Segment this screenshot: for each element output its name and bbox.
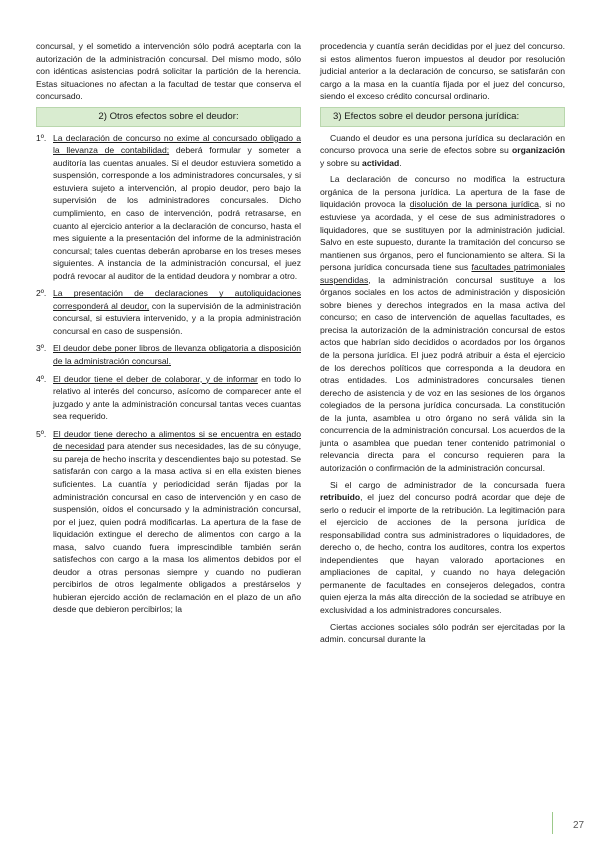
paragraph-estructura-organica — [320, 173, 565, 474]
item-text: con la supervisión de la administración concursal, si estuviera intervenido, y a la propia administración concursal en caso de suspensión. — [53, 300, 301, 336]
text-run: . — [399, 157, 402, 168]
underlined-phrase: facultades patrimoniales suspendidas — [320, 262, 565, 285]
text-run: , si no estuviese ya acordada, y el cese de sus administradores o liquidadores, que se sustituyen por la administración judicial. Salvo en este supuesto, durante la tramitación del concurso se mantienen sus órganos, pero el funcionamiento se altera. Si la persona jurídica concursada tiene sus — [320, 199, 565, 273]
list-text — [53, 287, 301, 337]
list-text — [53, 428, 301, 616]
paragraph-retribucion — [320, 479, 565, 617]
bold-term: retribuido — [320, 492, 361, 503]
text-run: , la administración concursal sustituye a los órganos sociales en los actos de administración y disposición sobre bienes y derechos integrados en la masa activa del concurso; en caso de intervención de aquellas facultades, es precisa la autorización de la administración concursal de estos actos que habrían sido decididos o acordados por los órganos de la persona jurídica. El juez podrá atribuir a ésta el ejercicio de los derechos políticos que corresponda a la deudora en otras entidades. Los administradores concursales tienen derecho de asistencia y de voz en las sesiones de los órganos colegiados de la persona jurídica concursada. La constitución de la junta, asamblea u otro órgano no será válida sin la concurrencia de la administración concursal. Los acuerdos de la junta o asamblea que puedan tener contenido patrimonial o relevancia directa para el concurso requieren para la autorización o confirmación de la administración concursal. — [320, 274, 565, 473]
underlined-phrase: disolución de la persona jurídica — [409, 199, 539, 210]
item-text: en todo lo relativo al interés del concurso, asícomo de comparecer ante el juzgado y ante la administración concursal tantas veces cuantas sea requerido. — [53, 373, 301, 422]
continuation-paragraph: procedencia y cuantía serán decididas por el juez del concurso. si estos alimentos fueron impuestos al deudor por resolución judicial anterior a la declaración de concurso, se satisfarán con cargo a la masa en la cuantía fijada por el juez del concurso, siendo el exceso crédito concursal ordinario. — [320, 41, 565, 102]
text-run: y sobre su — [320, 157, 363, 168]
list-number: 5º. — [36, 428, 47, 439]
list-number: 4º. — [36, 373, 47, 384]
right-column — [320, 40, 565, 650]
list-item-3 — [36, 342, 301, 367]
text-run: Si el cargo de administrador de la concursada fuera — [330, 479, 565, 490]
list-text — [53, 342, 301, 367]
paragraph-organizacion — [320, 132, 565, 170]
list-item-5 — [36, 428, 301, 616]
list-item-1 — [36, 132, 301, 283]
left-column — [36, 40, 301, 621]
list-item-2 — [36, 287, 301, 337]
footer-divider — [552, 812, 553, 834]
list-item-4 — [36, 373, 301, 423]
underlined-phrase: El deudor tiene el deber de colaborar, y de informar — [53, 373, 258, 384]
intro-paragraph: concursal, y el sometido a intervención sólo podrá aceptarla con la autorización de la administración concursal. Del mismo modo, sólo con idénticas asistencias podrá solicitar la partición de la herencia. Estas situaciones no afectan a la facultad de testar que conserva el concursado. — [36, 41, 301, 102]
underlined-phrase: La declaración de concurso no exime al concursado obligado a la llevanza de contabilidad; — [53, 132, 301, 156]
section-heading-otros-efectos: 2) Otros efectos sobre el deudor: — [36, 107, 301, 127]
bold-term: actividad — [362, 157, 400, 168]
list-text — [53, 373, 301, 423]
list-text — [53, 132, 301, 283]
text-run: , el juez del concurso podrá acordar que deje de serlo o reducir el importe de la retribución. La legitimación para el ejercicio de acciones de la persona jurídica de responsabilidad contra sus administradores o liquidadores, de derecho o, de hecho, contra los auditores, contra los expertos independientes que hayan valorado aportaciones en ampliaciones de capital, y cuando no haya delegación permanente de facultades en consejeros delegados, contra quien ejerza la más alta dirección de la sociedad se atribuye en exclusividad a los administradores concursales. — [320, 492, 565, 615]
list-number: 2º. — [36, 288, 47, 299]
text-run: La declaración de concurso no modifica la estructura orgánica de la persona jurídica. La apertura de la fase de liquidación provoca la — [320, 174, 565, 210]
text-run: Cuando el deudor es una persona jurídica su declaración en concurso provoca una serie de efectos sobre su — [320, 132, 565, 156]
underlined-phrase: El deudor debe poner libros de llevanza obligatoria a disposición de la administración concursal. — [53, 343, 301, 367]
item-text: deberá formular y someter a auditoría las cuentas anuales. Si el deudor estuviera sometido a suspensión, corresponde a los administradores concursales, y si estuviera sujeto a intervención, al propio deudor, pero bajo la supervisión de los administradores concursales. Dicho cumplimiento, en caso de intervención, podrá retrasarse, en cuanto al ejercicio anterior a la declaración de concurso, hasta el mes siguiente a la presentación del informe de la administración concursal; tales cuentas deberán aprobarse en los treses meses siguientes. A instancia de la administración concursal, el juez podrá revocar al auditor de la entidad deudora y nombrar a otro. — [53, 145, 301, 281]
bold-term: organización — [511, 145, 565, 156]
page-number: 27 — [573, 820, 585, 831]
underlined-phrase: La presentación de declaraciones y autoliquidaciones corresponderá al deudor, — [53, 288, 301, 311]
item-text: para atender sus necesidades, las de su cónyuge, su pareja de hecho inscrita y descendientes bajo su potestad. Se satisfarán con cargo a la masa activa si en ella existen bienes suficientes. La cuantía y periodicidad serán fijadas por la administración concursal en caso de intervención y en caso de suspensión, oídos el concursado y la administración concursal, por el juez, quien podrá modificarlas. La apertura de la fase de liquidación extingue el derecho de alimentos con cargo a la masa, salvo cuando fuera imprescindible también serán satisfechos con cargo a la masa los alimentos debidos por el deudor a otras personas siempre y cuando no pudieran percibirlos de otros legalmente obligados a prestárselos y hubieran ejercido acción de reclamación en el plazo de un año desde que debieron percibirlos; la — [53, 441, 301, 615]
section-heading-persona-juridica: 3) Efectos sobre el deudor persona jurídica: — [320, 107, 565, 127]
underlined-phrase: El deudor tiene derecho a alimentos si se encuentra en estado de necesidad — [53, 428, 301, 452]
list-number: 1º. — [36, 132, 47, 143]
list-number: 3º. — [36, 343, 47, 354]
paragraph-acciones-sociales: Ciertas acciones sociales sólo podrán ser ejercitadas por la admin. concursal durante la — [320, 621, 565, 645]
